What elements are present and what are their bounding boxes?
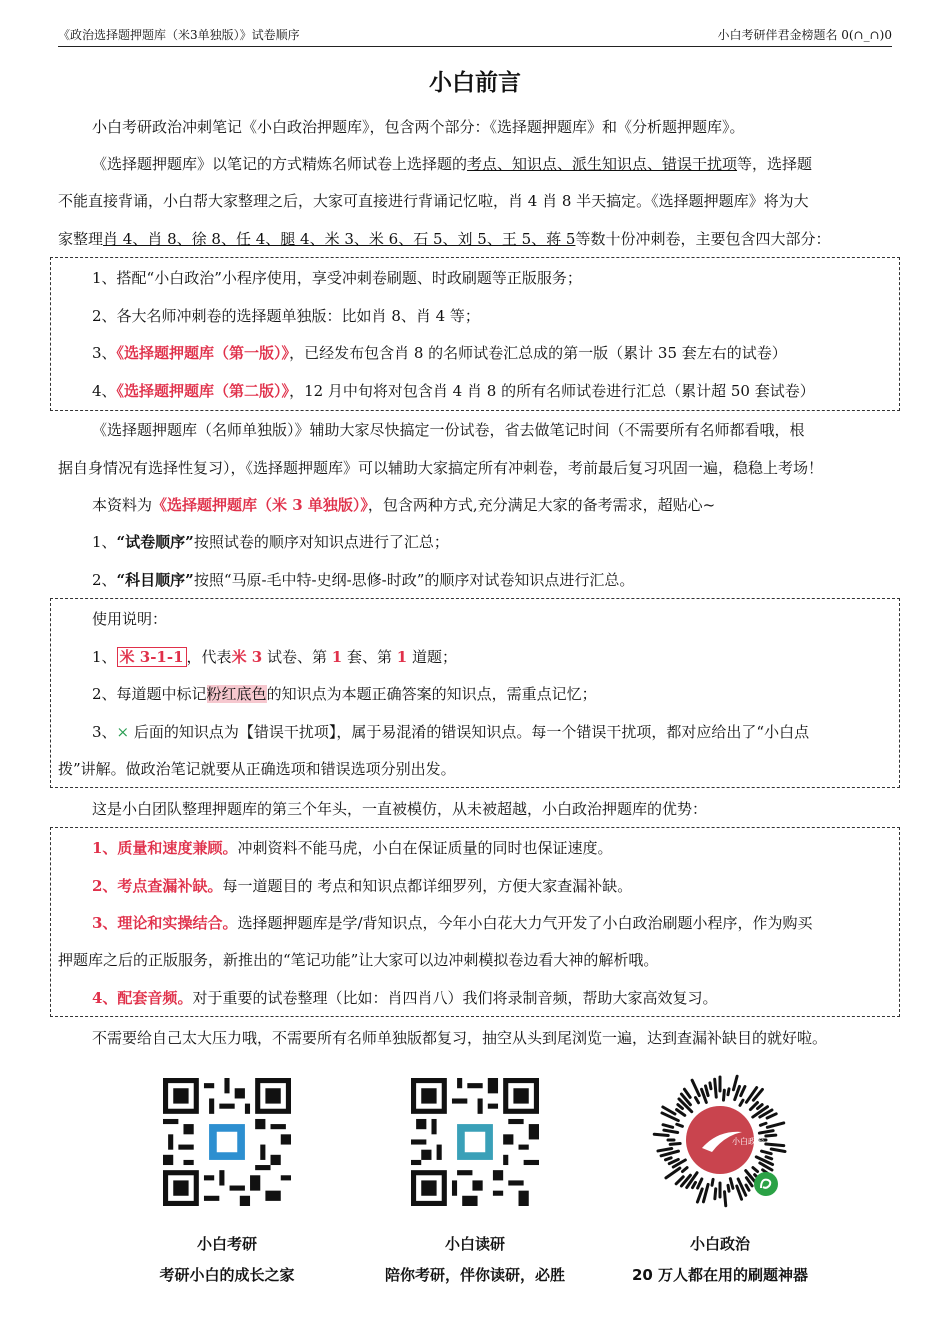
usage-title: 使用说明： — [92, 610, 168, 628]
advantage-2: 2、考点查漏补缺。每一道题目的 考点和知识点都详细罗列，方便大家查漏补缺。 — [92, 877, 633, 895]
usage-item-3-cont: 拨”讲解。做政治笔记就要从正确选项和错误选项分别出发。 — [58, 760, 456, 778]
mid-line-3: 本资料为《选择题押题库（米 3 单独版）》，包含两种方式,充分满足大家的备考需求，超贴心~ — [92, 496, 716, 514]
qr-code-icon — [163, 1078, 291, 1206]
parts-item-1: 1、搭配“小白政治”小程序使用，享受冲刺卷刷题、时政刷题等正版服务； — [92, 269, 582, 287]
pink-highlight-sample: 粉红底色 — [206, 685, 267, 703]
code-name-3: 小白政治 — [689, 1235, 750, 1253]
mini-program-center-label: 小白政治 — [732, 1137, 764, 1146]
wrong-mark-icon: × — [116, 723, 130, 741]
mini-program-code-icon — [650, 1070, 790, 1210]
page-title: 小白前言 — [429, 70, 521, 96]
header-doc-title: 《政治选择题押题库（米3单独版）》试卷顺序 — [58, 28, 300, 42]
intro-line-2: 《选择题押题库》以笔记的方式精炼名师试卷上选择题的考点、知识点、派生知识点、错误干扰项等，选择题 — [92, 155, 813, 173]
code-example-box: 米 3-1-1 — [117, 647, 187, 667]
advantage-4: 4、配套音频。对于重要的试卷整理（比如：肖四肖八）我们将录制音频，帮助大家高效复习。 — [92, 989, 718, 1007]
advantage-1: 1、质量和速度兼顾。冲刺资料不能马虎，小白在保证质量的同时也保证速度。 — [92, 839, 613, 857]
usage-item-3: 3、× 后面的知识点为【错误干扰项】，属于易混淆的错误知识点。每一个错误干扰项，都对应给出了“小白点 — [92, 723, 810, 741]
mid-line-2: 据自身情况有选择性复习），《选择题押题库》可以辅助大家搞定所有冲刺卷，考前最后复习巩固一遍，稳稳上考场！ — [58, 459, 824, 477]
mid-line-4: 1、“试卷顺序”按照试卷的顺序对知识点进行了汇总； — [92, 533, 449, 551]
intro-line-4: 家整理肖 4、肖 8、徐 8、任 4、腿 4、米 3、米 6、石 5、刘 5、王 5、蒋 5等数十份冲刺卷，主要包含四大部分： — [58, 230, 831, 248]
mid-line-5: 2、“科目顺序”按照“马原-毛中特-史纲-思修-时政”的顺序对试卷知识点进行汇总。 — [92, 571, 635, 589]
parts-item-3: 3、《选择题押题库（第一版）》，已经发布包含肖 8 的名师试卷汇总成的第一版（累计 35 套左右的试卷） — [92, 344, 787, 362]
parts-item-2: 2、各大名师冲刺卷的选择题单独版：比如肖 8、肖 4 等； — [92, 307, 480, 325]
parts-item-4: 4、《选择题押题库（第二版）》，12 月中旬将对包含肖 4 肖 8 的所有名师试卷进行汇总（累计超 50 套试卷） — [92, 382, 815, 400]
usage-item-2: 2、每道题中标记粉红底色的知识点为本题正确答案的知识点，需重点记忆； — [92, 685, 597, 703]
code-name-2: 小白读研 — [444, 1235, 505, 1253]
header-slogan: 小白考研伴君金榜题名 0(∩_∩)0 — [717, 28, 892, 42]
advantage-3-cont: 押题库之后的正版服务，新推出的“笔记功能”让大家可以边冲刺模拟卷边看大神的解析哦。 — [58, 951, 659, 969]
code-slogan-3: 20 万人都在用的刷题神器 — [631, 1266, 809, 1284]
advantage-3: 3、理论和实操结合。选择题押题库是学/背知识点，今年小白花大力气开发了小白政治刷题小程序，作为购买 — [92, 914, 813, 932]
usage-item-1: 1、 米 3-1-1 ，代表米 3 试卷、第 1 套、第 1 道题； — [92, 648, 457, 666]
code-name-1: 小白考研 — [196, 1235, 257, 1253]
code-slogan-2: 陪你考研，伴你读研，必胜 — [384, 1266, 565, 1284]
intro-line-1: 小白考研政治冲刺笔记《小白政治押题库》，包含两个部分：《选择题押题库》和《分析题押题库》。 — [92, 118, 745, 136]
page-header — [58, 20, 892, 47]
closing-note: 不需要给自己太大压力哦，不需要所有名师单独版都复习，抽空从头到尾浏览一遍，达到查漏补缺目的就好啦。 — [92, 1029, 828, 1047]
advantages-intro: 这是小白团队整理押题库的第三个年头，一直被模仿，从未被超越，小白政治押题库的优势： — [92, 800, 708, 818]
code-slogan-1: 考研小白的成长之家 — [159, 1266, 295, 1284]
qr-code-icon — [411, 1078, 539, 1206]
intro-line-3: 不能直接背诵，小白帮大家整理之后，大家可直接进行背诵记忆啦，肖 4 肖 8 半天搞定。《选择题押题库》将为大 — [58, 192, 809, 210]
mid-line-1: 《选择题押题库（名师单独版）》辅助大家尽快搞定一份试卷，省去做笔记时间（不需要所有名师都看哦，根 — [92, 421, 805, 439]
